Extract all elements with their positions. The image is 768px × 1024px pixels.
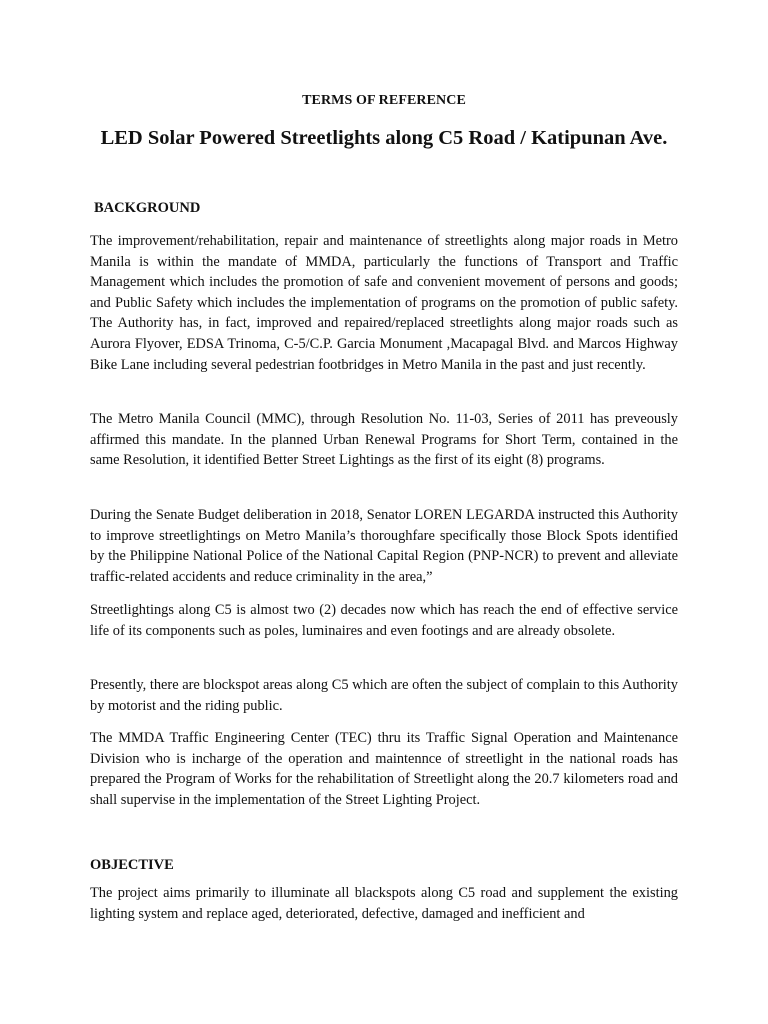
background-paragraph-1: The improvement/rehabilitation, repair and maintenance of streetlights along major roads in Metro Manila is within the mandate of MMDA, particularly the functions of Transport and Traffic Management which includes the promotion of safe and convenient movement of persons and goods; and Public Safety which includes the implementation of programs on the promotion of public safety. The Authority has, in fact, improved and repaired/replaced streetlights along major roads such as Aurora Flyover, EDSA Trinoma, C-5/C.P. Garcia Monument ,Macapagal Blvd. and Marcos Highway Bike Lane including several pedestrian footbridges in Metro Manila in the past and just recently. (90, 233, 678, 373)
background-paragraph-2: The Metro Manila Council (MMC), through Resolution No. 11-03, Series of 2011 has preveously affirmed this mandate. In the planned Urban Renewal Programs for Short Term, contained in the same Resolution, it identified Better Street Lightings as the first of its eight (8) programs. (90, 411, 678, 469)
objective-paragraph-1: The project aims primarily to illuminate all blackspots along C5 road and supplement the existing lighting system and replace aged, deteriorated, defective, damaged and inefficient and (90, 885, 678, 922)
document-label: TERMS OF REFERENCE (302, 93, 466, 108)
background-paragraph-5: Presently, there are blockspot areas along C5 which are often the subject of complain to this Authority by motorist and the riding public. (90, 677, 678, 714)
background-paragraph-3: During the Senate Budget deliberation in 2018, Senator LOREN LEGARDA instructed this Authority to improve streetlightings on Metro Manila’s thoroughfare specifically those Block Spots identified by the Philippine National Police of the National Capital Region (PNP-NCR) to prevent and alleviate traffic-related accidents and reduce criminality in the area,” (90, 507, 678, 585)
section-heading-background: BACKGROUND (94, 200, 201, 216)
background-paragraph-4: Streetlightings along C5 is almost two (2) decades now which has reach the end of effective service life of its components such as poles, luminaires and even footings and are already obsolete. (90, 602, 678, 639)
background-paragraph-6: The MMDA Traffic Engineering Center (TEC) thru its Traffic Signal Operation and Maintenance Division who is incharge of the operation and maintennce of streetlight in the national roads has prepared the Program of Works for the rehabilitation of Streetlight along the 20.7 kilometers road and shall supervise in the implementation of the Street Lighting Project. (90, 730, 678, 808)
document-title: LED Solar Powered Streetlights along C5 Road / Katipunan Ave. (100, 127, 668, 149)
section-heading-objective: OBJECTIVE (90, 857, 174, 873)
